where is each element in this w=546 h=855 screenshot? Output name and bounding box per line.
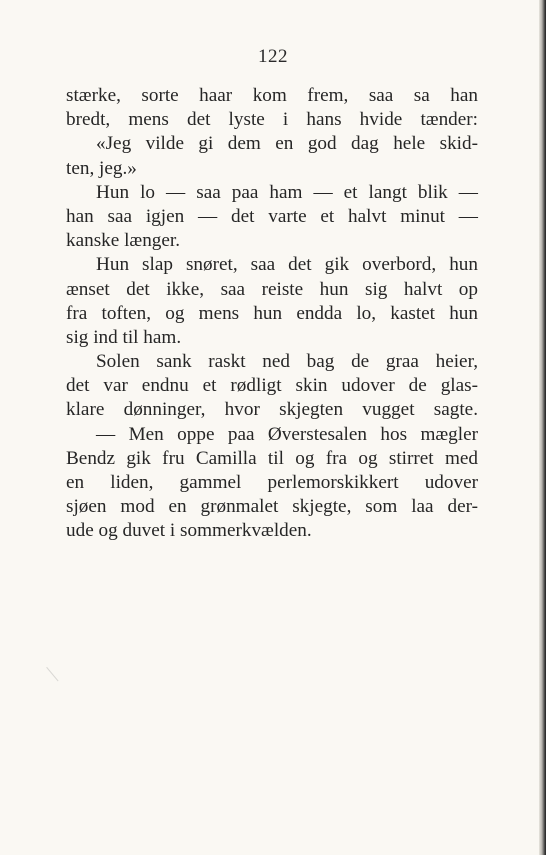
text-line: sig ind til ham. xyxy=(66,326,182,348)
text-line: «Jeg vilde gi dem en god dag hele skid- xyxy=(96,133,478,155)
text-line: han saa igjen — det varte et halvt minut — xyxy=(66,205,478,227)
page-edge-shadow xyxy=(539,0,546,855)
text-line: ten, jeg.» xyxy=(66,157,137,179)
page-number: 122 xyxy=(258,46,288,67)
text-line: klare dønninger, hvor skjegten vugget sagte. xyxy=(66,399,478,421)
text-line: Hun slap snøret, saa det gik overbord, hun xyxy=(96,254,478,276)
text-line: ænset det ikke, saa reiste hun sig halvt op xyxy=(66,278,478,300)
text-line: Bendz gik fru Camilla til og fra og stirret med xyxy=(66,447,478,469)
body-text xyxy=(66,84,478,544)
text-line: Hun lo — saa paa ham — et langt blik — xyxy=(96,181,478,203)
text-line: kanske længer. xyxy=(66,230,181,252)
text-line: bredt, mens det lyste i hans hvide tænder: xyxy=(66,109,478,131)
text-line: Solen sank raskt ned bag de graa heier, xyxy=(96,351,478,373)
text-line: ude og duvet i sommerkvælden. xyxy=(66,520,312,542)
text-line: det var endnu et rødligt skin udover de glas- xyxy=(66,375,478,397)
text-line: en liden, gammel perlemorskikkert udover xyxy=(66,472,478,493)
paper-mark xyxy=(46,657,71,682)
text-line: stærke, sorte haar kom frem, saa sa han xyxy=(66,85,478,106)
text-line: — Men oppe paa Øverstesalen hos mægler xyxy=(96,423,478,445)
text-line: sjøen mod en grønmalet skjegte, som laa der- xyxy=(66,496,478,518)
text-line: fra toften, og mens hun endda lo, kastet hun xyxy=(66,302,478,324)
